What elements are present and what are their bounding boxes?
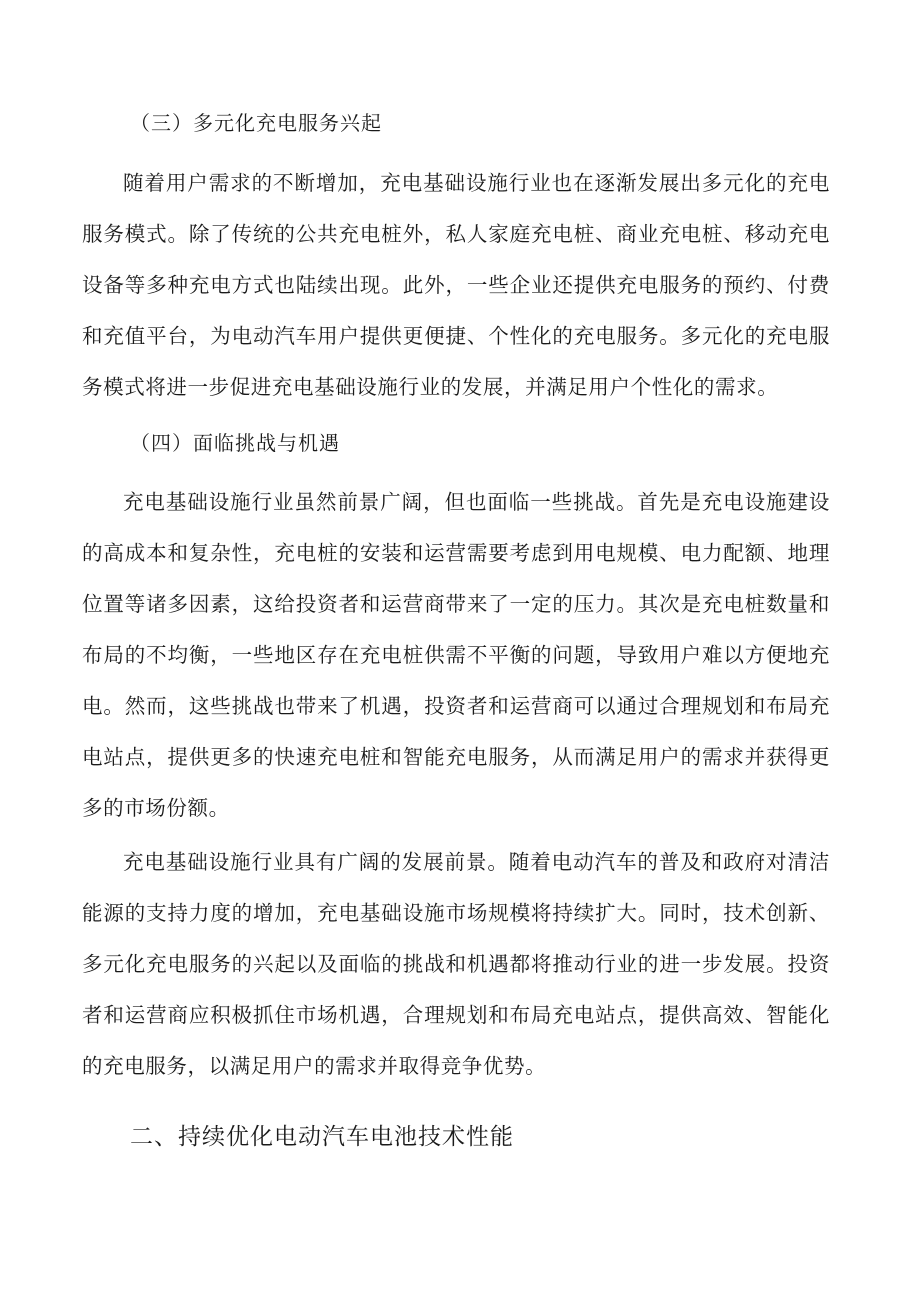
- subsection-heading-diversified-charging: （三）多元化充电服务兴起: [130, 111, 382, 135]
- subsection-heading-challenges-opportunities: （四）面临挑战与机遇: [130, 431, 340, 455]
- paragraph-summary: 充电基础设施行业具有广阔的发展前景。随着电动汽车的普及和政府对清洁能源的支持力度的增加，充电基础设施市场规模将持续扩大。同时，技术创新、多元化充电服务的兴起以及面临的挑战和机遇都将推动行业的进一步发展。投资者和运营商应积极抓住市场机遇，合理规划和布局充电站点，提供高效、智能化的充电服务，以满足用户的需求并取得竞争优势。: [82, 850, 830, 1078]
- paragraph-diversified-charging: 随着用户需求的不断增加，充电基础设施行业也在逐渐发展出多元化的充电服务模式。除了传统的公共充电桩外，私人家庭充电桩、商业充电桩、移动充电设备等多种充电方式也陆续出现。此外，一些企业还提供充电服务的预约、付费和充值平台，为电动汽车用户提供更便捷、个性化的充电服务。多元化的充电服务模式将进一步促进充电基础设施行业的发展，并满足用户个性化的需求。: [82, 171, 830, 399]
- section-heading-battery-technology: 二、持续优化电动汽车电池技术性能: [130, 1124, 514, 1150]
- paragraph-challenges-opportunities: 充电基础设施行业虽然前景广阔，但也面临一些挑战。首先是充电设施建设的高成本和复杂性，充电桩的安装和运营需要考虑到用电规模、电力配额、地理位置等诸多因素，这给投资者和运营商带来了一定的压力。其次是充电桩数量和布局的不均衡，一些地区存在充电桩供需不平衡的问题，导致用户难以方便地充电。然而，这些挑战也带来了机遇，投资者和运营商可以通过合理规划和布局充电站点，提供更多的快速充电桩和智能充电服务，从而满足用户的需求并获得更多的市场份额。: [82, 490, 830, 820]
